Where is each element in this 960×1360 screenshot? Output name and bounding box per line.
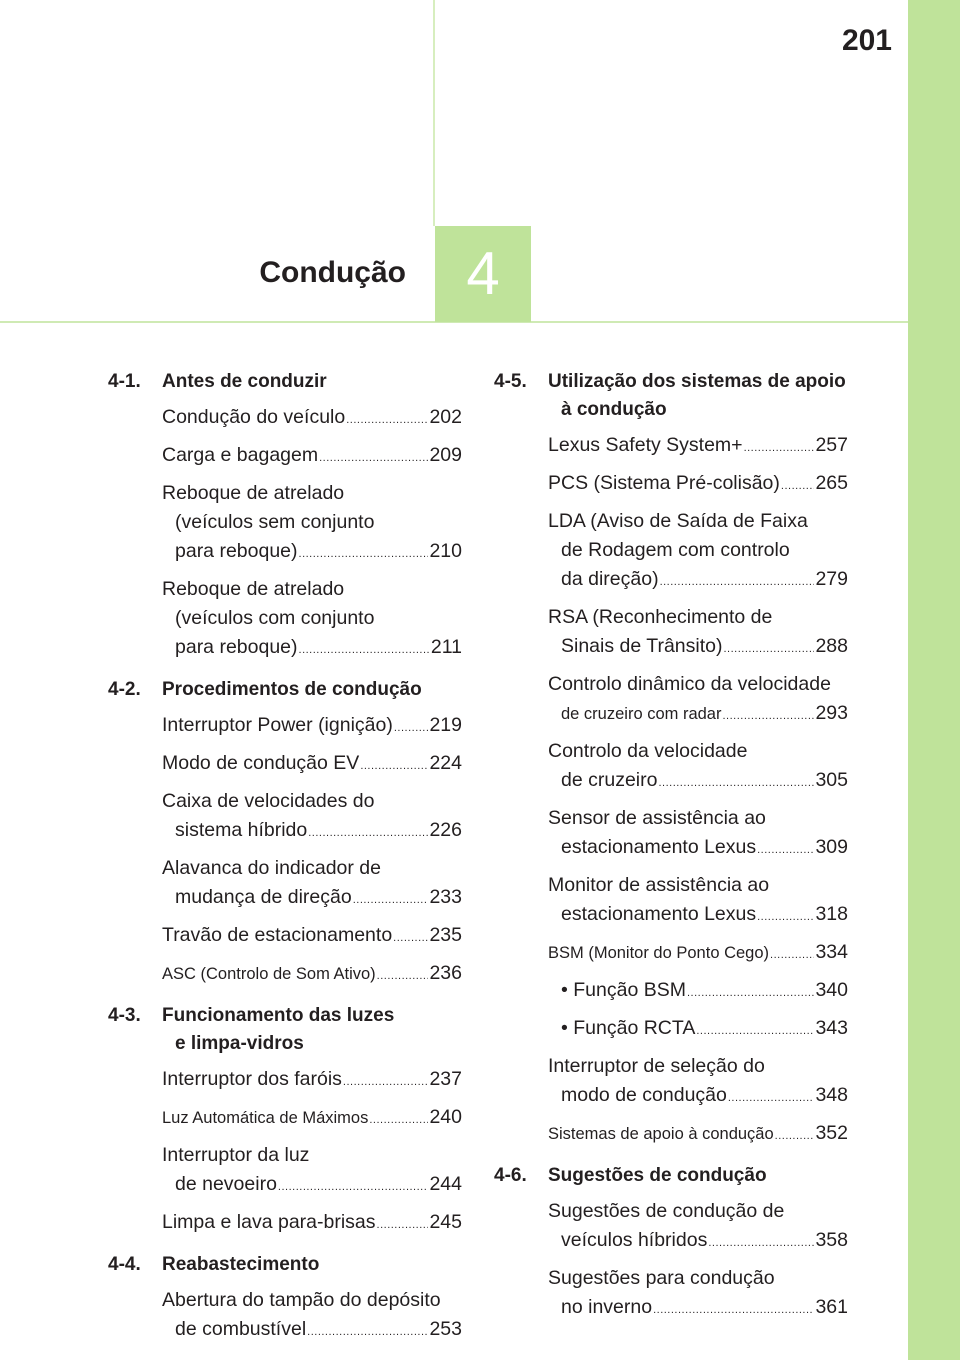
entry-page-number: 236 (429, 962, 462, 984)
entry-title-last-line (548, 1119, 848, 1151)
toc-entry-link[interactable] (162, 1065, 462, 1097)
entry-title-line: Condução do veículo (162, 406, 346, 428)
entry-title-last-line (162, 633, 462, 665)
entry-title-line: para reboque) (175, 636, 298, 658)
dot-leader (369, 1106, 428, 1135)
entry-title-line: ASC (Controlo de Som Ativo) (162, 965, 376, 983)
entry-title-last-line (548, 766, 848, 798)
chapter-title: Condução (259, 256, 406, 289)
chapter-number: 4 (466, 240, 500, 307)
header-divider-vertical (433, 0, 435, 226)
entry-page-number: 305 (815, 769, 848, 791)
entry-title-line: LDA (Aviso de Saída de Faixa (548, 510, 808, 532)
entry-page-number: 202 (429, 406, 462, 428)
entry-title-last-line (162, 1103, 462, 1135)
entry-page-number: 358 (815, 1229, 848, 1251)
entry-title-line: Sugestões para condução (548, 1267, 775, 1289)
entry-title-line: Lexus Safety System+ (548, 434, 743, 456)
entry-page-number: 224 (429, 752, 462, 774)
entry-title-last-line (548, 699, 848, 731)
section-title (162, 676, 462, 704)
entry-title-last-line (162, 711, 462, 743)
entry-title-last-line (162, 749, 462, 781)
entry-title-last-line (162, 816, 462, 848)
section-entries (108, 711, 462, 991)
section-number: 4-1. (108, 371, 141, 392)
section-title (162, 1002, 462, 1058)
entry-title-line: Caixa de velocidades do (162, 790, 375, 812)
entry-title-line: de nevoeiro (175, 1173, 277, 1195)
dot-leader (724, 635, 815, 664)
entry-title-line: de Rodagem com controlo (561, 539, 790, 561)
dot-leader (360, 752, 428, 781)
toc-entry-link[interactable] (162, 1141, 462, 1202)
entry-title-last-line (162, 921, 462, 953)
entry-title-line: BSM (Monitor do Ponto Cego) (548, 944, 770, 962)
entry-title-last-line (162, 537, 462, 569)
section-title-line: Utilização dos sistemas de apoio (548, 371, 846, 392)
section-title (548, 1162, 848, 1190)
entry-page-number: 309 (815, 836, 848, 858)
dot-leader (299, 540, 429, 569)
entry-title-last-line (162, 959, 462, 991)
toc-column-left (108, 368, 462, 1358)
entry-title-last-line (162, 1065, 462, 1097)
section-heading (108, 676, 462, 704)
toc-entry-link[interactable] (548, 431, 848, 463)
dot-leader (377, 1211, 429, 1240)
entry-title-last-line (162, 403, 462, 435)
entry-page-number: 253 (429, 1318, 462, 1340)
entry-title-line: Alavanca do indicador de (162, 857, 381, 879)
dot-leader (687, 979, 814, 1008)
toc-section (494, 368, 848, 1151)
entry-page-number: 244 (429, 1173, 462, 1195)
entry-title-line: Interruptor de seleção do (548, 1055, 765, 1077)
entry-page-number: 340 (815, 979, 848, 1001)
entry-page-number: 240 (429, 1106, 462, 1128)
entry-title-last-line (548, 1293, 848, 1325)
toc-entry-link[interactable] (162, 403, 462, 435)
entry-title-line: Abertura do tampão do depósito (162, 1289, 441, 1311)
dot-leader (394, 714, 429, 743)
dot-leader (377, 962, 429, 991)
entry-page-number: 293 (815, 702, 848, 724)
section-title-line: e limpa-vidros (175, 1033, 304, 1054)
section-number: 4-4. (108, 1254, 141, 1275)
toc-entry-link[interactable] (548, 1014, 848, 1046)
entry-title-last-line (548, 938, 848, 970)
toc-entry-link[interactable] (162, 441, 462, 473)
entry-title-line: PCS (Sistema Pré-colisão) (548, 472, 780, 494)
dot-leader (722, 702, 814, 731)
section-heading (108, 368, 462, 396)
entry-page-number: 233 (429, 886, 462, 908)
entry-title-line: mudança de direção (175, 886, 352, 908)
entry-title-line: no inverno (561, 1296, 653, 1318)
toc-entry-link[interactable] (162, 959, 462, 991)
toc-entry-link[interactable] (162, 1286, 462, 1347)
entry-page-number: 257 (815, 434, 848, 456)
section-title-line: Funcionamento das luzes (162, 1005, 395, 1026)
dot-leader (781, 472, 815, 501)
entry-title-line: veículos híbridos (561, 1229, 708, 1251)
section-entries (494, 431, 848, 1151)
entry-title-line: sistema híbrido (175, 819, 308, 841)
entry-title-line: Interruptor dos faróis (162, 1068, 342, 1090)
entry-title-line: estacionamento Lexus (561, 836, 757, 858)
entry-title-line: (veículos sem conjunto (175, 511, 375, 533)
entry-title-line: Interruptor da luz (162, 1144, 310, 1166)
entry-title-last-line (548, 833, 848, 865)
dot-leader (696, 1017, 814, 1046)
dot-leader (393, 924, 428, 953)
section-entries (494, 1197, 848, 1325)
toc-entry-link[interactable] (548, 804, 848, 865)
dot-leader (757, 836, 814, 865)
toc-column-right (494, 368, 848, 1336)
entry-title-last-line (162, 441, 462, 473)
toc-entry-link[interactable] (162, 479, 462, 569)
section-title-line: Sugestões de condução (548, 1165, 767, 1186)
entry-title-last-line (561, 1014, 848, 1046)
section-title-line: Procedimentos de condução (162, 679, 422, 700)
entry-title-last-line (548, 1226, 848, 1258)
toc-entry-link[interactable] (162, 854, 462, 915)
entry-page-number: 210 (429, 540, 462, 562)
dot-leader (744, 434, 815, 463)
toc-entry-link[interactable] (548, 871, 848, 932)
toc-section (494, 1162, 848, 1325)
dot-leader (308, 819, 428, 848)
entry-page-number: 343 (815, 1017, 848, 1039)
entry-title-line: • Função RCTA (561, 1017, 696, 1039)
entry-title-line: da direção) (561, 568, 659, 590)
dot-leader (353, 886, 429, 915)
section-heading (108, 1002, 462, 1058)
section-number: 4-5. (494, 371, 527, 392)
entry-title-line: Travão de estacionamento (162, 924, 393, 946)
entry-page-number: 334 (815, 941, 848, 963)
dot-leader (278, 1173, 429, 1202)
section-title-line: Reabastecimento (162, 1254, 320, 1275)
entry-page-number: 265 (815, 472, 848, 494)
entry-title-last-line (548, 900, 848, 932)
entry-title-line: Interruptor Power (ignição) (162, 714, 393, 736)
section-title (162, 1251, 462, 1279)
entry-title-line: (veículos com conjunto (175, 607, 375, 629)
section-title-line: Antes de conduzir (162, 371, 327, 392)
entry-title-line: Luz Automática de Máximos (162, 1109, 369, 1127)
dot-leader (319, 444, 428, 473)
dot-leader (307, 1318, 428, 1347)
entry-title-last-line (162, 1315, 462, 1347)
entry-title-line: Modo de condução EV (162, 752, 360, 774)
entry-title-line: Reboque de atrelado (162, 578, 345, 600)
entry-title-line: Sugestões de condução de (548, 1200, 785, 1222)
toc-entry-link[interactable] (162, 749, 462, 781)
toc-entry-link[interactable] (548, 670, 848, 731)
entry-page-number: 209 (429, 444, 462, 466)
toc-entry-link[interactable] (548, 938, 848, 970)
section-entries (108, 1065, 462, 1240)
dot-leader (757, 903, 814, 932)
entry-title-last-line (548, 469, 848, 501)
section-entries (108, 403, 462, 665)
entry-title-line: de cruzeiro com radar (561, 705, 722, 723)
entry-page-number: 352 (815, 1122, 848, 1144)
entry-title-line: RSA (Reconhecimento de (548, 606, 773, 628)
toc-section (108, 368, 462, 665)
entry-title-line: de cruzeiro (561, 769, 658, 791)
chapter-number-box (435, 226, 531, 322)
entry-title-line: Reboque de atrelado (162, 482, 345, 504)
entry-page-number: 288 (815, 635, 848, 657)
entry-title-last-line (162, 1170, 462, 1202)
dot-leader (728, 1084, 815, 1113)
entry-title-last-line (548, 632, 848, 664)
entry-title-line: estacionamento Lexus (561, 903, 757, 925)
entry-page-number: 361 (815, 1296, 848, 1318)
section-number: 4-6. (494, 1165, 527, 1186)
entry-page-number: 245 (429, 1211, 462, 1233)
toc-entry-link[interactable] (548, 976, 848, 1008)
entry-title-line: Carga e bagagem (162, 444, 319, 466)
section-number: 4-3. (108, 1005, 141, 1026)
entry-title-last-line (162, 883, 462, 915)
entry-page-number: 237 (429, 1068, 462, 1090)
entry-title-line: para reboque) (175, 540, 298, 562)
entry-title-last-line (561, 976, 848, 1008)
entry-title-line: • Função BSM (561, 979, 686, 1001)
entry-page-number: 318 (815, 903, 848, 925)
entry-title-line: Controlo dinâmico da velocidade (548, 673, 831, 695)
entry-title-last-line (548, 565, 848, 597)
entry-title-line: Monitor de assistência ao (548, 874, 770, 896)
entry-title-last-line (548, 431, 848, 463)
toc-section (108, 676, 462, 991)
section-title (162, 368, 462, 396)
toc-entry-link[interactable] (162, 921, 462, 953)
entry-page-number: 279 (815, 568, 848, 590)
toc-section (108, 1002, 462, 1240)
entry-title-last-line (548, 1081, 848, 1113)
page-number: 201 (841, 24, 892, 57)
dot-leader (660, 568, 815, 597)
section-number: 4-2. (108, 679, 141, 700)
toc-entry-link[interactable] (548, 1264, 848, 1325)
dot-leader (346, 406, 428, 435)
toc-section (108, 1251, 462, 1347)
entry-title-line: modo de condução (561, 1084, 727, 1106)
toc-entry-link[interactable] (162, 1208, 462, 1240)
entry-title-line: Sistemas de apoio à condução (548, 1125, 774, 1143)
entry-title-line: Sensor de assistência ao (548, 807, 766, 829)
toc-entry-link[interactable] (548, 1197, 848, 1258)
section-title (548, 368, 848, 424)
dot-leader (653, 1296, 814, 1325)
chapter-side-tab (908, 0, 960, 1360)
toc-entry-link[interactable] (548, 507, 848, 597)
section-title-line: à condução (561, 399, 667, 420)
toc-entry-link[interactable] (162, 575, 462, 665)
toc-entry-link[interactable] (162, 787, 462, 848)
dot-leader (299, 636, 430, 665)
toc-entry-link[interactable] (162, 711, 462, 743)
section-heading (494, 1162, 848, 1190)
entry-title-line: Sinais de Trânsito) (561, 635, 723, 657)
entry-page-number: 211 (430, 636, 462, 658)
dot-leader (658, 769, 814, 798)
toc-entry-link[interactable] (162, 1103, 462, 1135)
entry-title-line: Limpa e lava para-brisas (162, 1211, 376, 1233)
entry-page-number: 348 (815, 1084, 848, 1106)
toc-entry-link[interactable] (548, 1052, 848, 1113)
toc-entry-link[interactable] (548, 1119, 848, 1151)
toc-entry-link[interactable] (548, 737, 848, 798)
section-entries (108, 1286, 462, 1347)
entry-page-number: 226 (429, 819, 462, 841)
dot-leader (708, 1229, 814, 1258)
section-heading (108, 1251, 462, 1279)
entry-title-line: Controlo da velocidade (548, 740, 748, 762)
entry-page-number: 235 (429, 924, 462, 946)
dot-leader (775, 1122, 815, 1151)
dot-leader (770, 941, 814, 970)
entry-page-number: 219 (429, 714, 462, 736)
entry-title-line: de combustível (175, 1318, 307, 1340)
section-heading (494, 368, 848, 424)
dot-leader (343, 1068, 429, 1097)
toc-entry-link[interactable] (548, 603, 848, 664)
entry-title-last-line (162, 1208, 462, 1240)
toc-entry-link[interactable] (548, 469, 848, 501)
